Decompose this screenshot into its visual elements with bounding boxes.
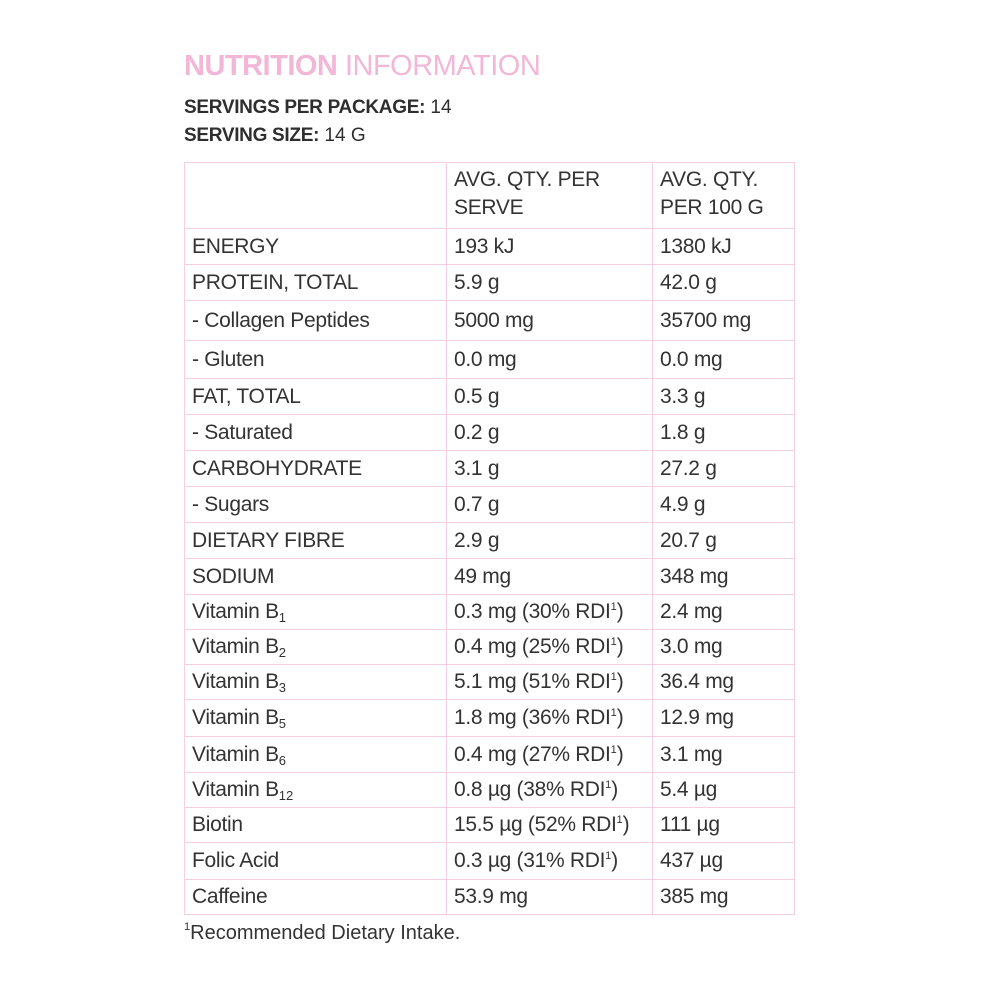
title-bold: NUTRITION: [184, 50, 338, 82]
qty-per-100g: 20.7 g: [653, 523, 795, 559]
header-per-100g: AVG. QTY. PER 100 G: [653, 163, 795, 229]
qty-per-serve: [447, 451, 653, 487]
nutrient-name: [185, 737, 447, 773]
qty-per-100g: 5.4 µg: [653, 773, 795, 808]
qty-per-serve-value: 2.9 g: [454, 528, 500, 552]
table-row: [185, 301, 795, 341]
servings-per-package-value: 14: [430, 97, 452, 118]
qty-per-100g: 3.0 mg: [653, 630, 795, 665]
table-row: [185, 843, 795, 880]
qty-per-100g: 3.3 g: [653, 379, 795, 415]
qty-per-100g: 3.1 mg: [653, 737, 795, 773]
qty-per-serve-value: 0.7 g: [454, 492, 500, 516]
qty-per-100g: 42.0 g: [653, 265, 795, 301]
qty-per-serve: [447, 843, 653, 880]
nutrient-name: [185, 341, 447, 379]
rdi-footnote-marker: 1: [610, 743, 617, 756]
qty-per-100g: 27.2 g: [653, 451, 795, 487]
rdi-footnote-marker: 1: [605, 850, 612, 862]
qty-per-serve: [447, 700, 653, 737]
table-row: [185, 630, 795, 665]
rdi-footnote-marker: 1: [616, 814, 623, 826]
nutrient-label: SODIUM: [192, 564, 275, 588]
nutrient-name: [185, 415, 447, 451]
qty-per-serve-close: ): [616, 742, 624, 766]
qty-per-serve: [447, 523, 653, 559]
qty-per-100g: 35700 mg: [653, 301, 795, 341]
qty-per-serve-close: ): [616, 670, 624, 693]
table-row: [185, 451, 795, 487]
serving-size: [184, 122, 804, 150]
qty-per-serve: [447, 559, 653, 595]
qty-per-serve: [447, 229, 653, 265]
footnote-text: Recommended Dietary Intake.: [190, 922, 461, 944]
qty-per-serve-value: 0.3 µg (31% RDI: [454, 849, 606, 872]
qty-per-serve: [447, 630, 653, 665]
qty-per-100g: 111 µg: [653, 808, 795, 843]
rdi-footnote-marker: 1: [605, 779, 612, 791]
rdi-footnote-marker: 1: [610, 671, 617, 683]
nutrient-name: [185, 595, 447, 630]
qty-per-serve-value: 0.2 g: [454, 420, 500, 444]
qty-per-serve-value: 0.5 g: [454, 384, 500, 408]
nutrient-label: Vitamin B: [192, 600, 279, 623]
qty-per-100g: 385 mg: [653, 880, 795, 915]
qty-per-serve-value: 1.8 mg (36% RDI: [454, 706, 611, 729]
qty-per-serve: [447, 595, 653, 630]
nutrient-label: - Sugars: [192, 492, 269, 516]
nutrient-subscript: 12: [278, 788, 294, 803]
qty-per-serve-close: ): [611, 778, 618, 801]
nutrient-name: [185, 773, 447, 808]
footnote: [184, 922, 460, 945]
nutrient-name: [185, 630, 447, 665]
nutrient-label: Vitamin B: [192, 778, 279, 801]
nutrient-name: [185, 665, 447, 700]
nutrient-label: FAT, TOTAL: [192, 384, 301, 408]
qty-per-100g: 1380 kJ: [653, 229, 795, 265]
nutrient-name: [185, 379, 447, 415]
qty-per-serve-value: 15.5 µg (52% RDI: [454, 813, 617, 836]
nutrient-name: [185, 559, 447, 595]
qty-per-serve: [447, 415, 653, 451]
servings-per-package: [184, 94, 804, 122]
nutrient-label: PROTEIN, TOTAL: [192, 270, 359, 294]
rdi-footnote-marker: 1: [610, 636, 617, 648]
nutrient-label: Caffeine: [192, 885, 268, 908]
nutrient-label: ENERGY: [192, 234, 279, 258]
qty-per-serve-value: 0.3 mg (30% RDI: [454, 600, 611, 623]
nutrient-name: [185, 229, 447, 265]
serving-size-value: 14 G: [324, 125, 366, 146]
nutrient-name: [185, 265, 447, 301]
table-header-row: [185, 163, 795, 229]
table-row: [185, 665, 795, 700]
table-row: [185, 523, 795, 559]
nutrition-panel: [184, 48, 804, 150]
qty-per-serve: [447, 880, 653, 915]
nutrient-label: Vitamin B: [192, 635, 279, 658]
qty-per-serve: [447, 737, 653, 773]
qty-per-serve-close: ): [622, 813, 630, 836]
qty-per-serve-close: ): [616, 635, 624, 658]
nutrient-subscript: 6: [278, 752, 287, 768]
nutrient-name: [185, 451, 447, 487]
nutrient-subscript: 5: [278, 716, 287, 731]
table-row: [185, 737, 795, 773]
table-row: [185, 808, 795, 843]
qty-per-100g: 2.4 mg: [653, 595, 795, 630]
nutrient-label: Vitamin B: [192, 742, 279, 766]
qty-per-100g: 36.4 mg: [653, 665, 795, 700]
servings-per-package-label: SERVINGS PER PACKAGE:: [184, 97, 426, 118]
qty-per-100g: 348 mg: [653, 559, 795, 595]
table-row: [185, 700, 795, 737]
qty-per-serve-value: 5.1 mg (51% RDI: [454, 670, 611, 693]
qty-per-serve-value: 193 kJ: [454, 234, 515, 258]
qty-per-serve: [447, 665, 653, 700]
qty-per-serve-value: 0.4 mg (25% RDI: [454, 635, 611, 658]
qty-per-serve: [447, 341, 653, 379]
table-row: [185, 773, 795, 808]
table-row: [185, 880, 795, 915]
nutrient-label: - Saturated: [192, 420, 293, 444]
header-per-serve: AVG. QTY. PER SERVE: [447, 163, 653, 229]
table-row: [185, 559, 795, 595]
qty-per-100g: 437 µg: [653, 843, 795, 880]
nutrient-name: [185, 843, 447, 880]
nutrient-name: [185, 700, 447, 737]
qty-per-serve-value: 3.1 g: [454, 456, 500, 480]
nutrient-name: [185, 301, 447, 341]
qty-per-serve-value: 0.0 mg: [454, 347, 517, 371]
nutrient-name: [185, 523, 447, 559]
nutrient-label: Vitamin B: [192, 670, 279, 693]
table-row: [185, 415, 795, 451]
nutrient-label: - Gluten: [192, 347, 265, 371]
page-title: [184, 48, 804, 84]
qty-per-serve: [447, 265, 653, 301]
qty-per-serve-value: 53.9 mg: [454, 885, 528, 908]
qty-per-serve-close: ): [616, 706, 624, 729]
nutrient-subscript: 1: [278, 610, 287, 625]
nutrient-name: [185, 487, 447, 523]
qty-per-serve: [447, 808, 653, 843]
nutrient-subscript: 2: [278, 645, 287, 660]
table-row: [185, 379, 795, 415]
nutrient-name: [185, 808, 447, 843]
qty-per-serve: [447, 301, 653, 341]
qty-per-serve: [447, 379, 653, 415]
qty-per-100g: 4.9 g: [653, 487, 795, 523]
nutrient-label: DIETARY FIBRE: [192, 528, 345, 552]
table-row: [185, 229, 795, 265]
nutrient-label: Vitamin B: [192, 706, 279, 729]
qty-per-100g: 0.0 mg: [653, 341, 795, 379]
table-row: [185, 487, 795, 523]
qty-per-serve-close: ): [616, 600, 624, 623]
qty-per-serve-value: 0.4 mg (27% RDI: [454, 742, 611, 766]
qty-per-serve-value: 0.8 µg (38% RDI: [454, 778, 606, 801]
header-nutrient: [185, 163, 447, 229]
table-row: [185, 265, 795, 301]
qty-per-serve-value: 5.9 g: [454, 270, 500, 294]
qty-per-100g: 1.8 g: [653, 415, 795, 451]
qty-per-100g: 12.9 mg: [653, 700, 795, 737]
table-row: [185, 595, 795, 630]
nutrient-label: - Collagen Peptides: [192, 308, 370, 332]
qty-per-serve-value: 49 mg: [454, 564, 511, 588]
nutrient-subscript: 3: [278, 680, 287, 695]
rdi-footnote-marker: 1: [610, 707, 617, 719]
nutrient-name: [185, 880, 447, 915]
title-light: INFORMATION: [344, 50, 541, 82]
nutrient-label: Biotin: [192, 813, 243, 836]
nutrition-table: [184, 162, 795, 915]
nutrient-label: CARBOHYDRATE: [192, 456, 362, 480]
table-row: [185, 341, 795, 379]
qty-per-serve-close: ): [611, 849, 618, 872]
qty-per-serve: [447, 773, 653, 808]
footnote-marker: 1: [184, 921, 191, 933]
qty-per-serve-value: 5000 mg: [454, 308, 534, 332]
qty-per-serve: [447, 487, 653, 523]
rdi-footnote-marker: 1: [610, 601, 617, 613]
nutrient-label: Folic Acid: [192, 849, 279, 872]
serving-size-label: SERVING SIZE:: [184, 125, 320, 146]
